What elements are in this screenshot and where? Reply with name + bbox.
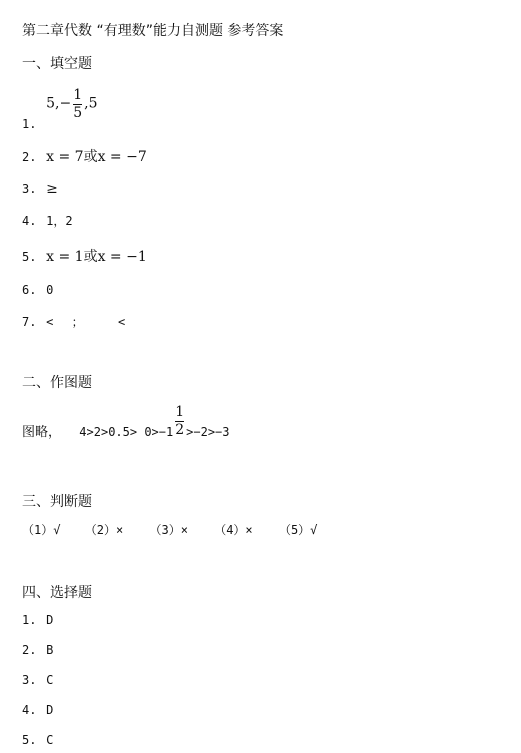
item-number: 2. <box>22 150 37 164</box>
choice-answer: C <box>46 733 54 747</box>
fraction-denominator: 2 <box>175 421 185 438</box>
judge-answers <box>22 521 317 538</box>
judge-item: （3）× <box>149 523 188 537</box>
item-number: 1. <box>22 613 37 627</box>
choice-answer: B <box>46 643 54 657</box>
answer-a: < <box>46 315 54 329</box>
item-number: 5. <box>22 250 37 264</box>
answer-separator: ； <box>71 315 84 329</box>
choice-item-5 <box>22 733 53 748</box>
item-number: 4. <box>22 214 37 228</box>
item-number: 5. <box>22 733 37 747</box>
fill-item-1 <box>22 88 98 131</box>
choice-item-4 <box>22 703 53 718</box>
judge-item: （5）√ <box>278 523 318 537</box>
fill-item-5 <box>22 246 147 266</box>
fraction <box>175 405 184 437</box>
fill-item-6 <box>22 283 53 298</box>
item-number: 3. <box>22 182 37 196</box>
fraction-numerator: 1 <box>73 87 83 103</box>
choice-answer: C <box>46 673 54 687</box>
choice-item-1 <box>22 613 53 628</box>
answer-part: ,5 <box>84 95 98 112</box>
fill-item-7 <box>22 313 125 330</box>
answer-text: 1，2 <box>46 214 73 228</box>
judge-item: （4）× <box>214 523 253 537</box>
item-number: 6. <box>22 283 37 297</box>
draw-answer <box>22 405 230 440</box>
judge-item: （2）× <box>84 523 124 537</box>
answer-text: ≥ <box>46 181 58 197</box>
section-heading-draw: 二、作图题 <box>22 375 92 391</box>
fill-item-2 <box>22 146 147 166</box>
answer-text: x = 7或x = −7 <box>46 149 147 165</box>
fill-item-4 <box>22 212 73 229</box>
fraction-denominator: 5 <box>73 104 83 121</box>
answer-part: 5,− <box>46 95 72 112</box>
draw-label: 图略， <box>22 425 62 440</box>
choice-answer: D <box>46 703 54 717</box>
section-heading-judge: 三、判断题 <box>22 494 92 510</box>
item-number: 1. <box>22 116 37 131</box>
item-number: 3. <box>22 673 37 687</box>
inequality-part: >−2>−3 <box>186 425 230 439</box>
choice-item-2 <box>22 643 53 658</box>
item-number: 4. <box>22 703 37 717</box>
judge-item: （1）√ <box>22 523 61 537</box>
choice-answer: D <box>46 613 54 627</box>
inequality-part: 4>2>0.5> 0>−1 <box>79 425 174 439</box>
answer-b: < <box>117 315 126 329</box>
section-heading-fill: 一、填空题 <box>22 56 92 72</box>
fraction-numerator: 1 <box>175 404 185 420</box>
item-number: 7. <box>22 315 37 329</box>
fill-item-3 <box>22 181 58 197</box>
fraction <box>73 88 82 120</box>
item-number: 2. <box>22 643 37 657</box>
choice-item-3 <box>22 673 53 688</box>
answer-text: x = 1或x = −1 <box>46 249 147 265</box>
page-title: 第二章代数 “有理数”能力自测题 参考答案 <box>22 23 284 39</box>
section-heading-choice: 四、选择题 <box>22 585 92 601</box>
answer-text: 0 <box>46 283 54 297</box>
